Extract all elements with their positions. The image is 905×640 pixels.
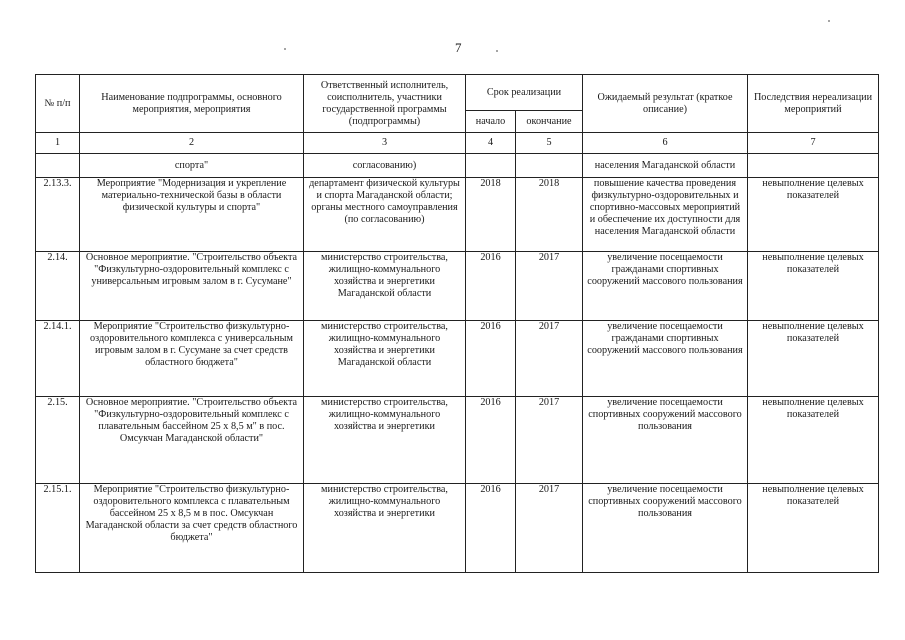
page-number: 7 [455, 40, 462, 55]
column-number: 6 [583, 133, 748, 154]
cell-end: 2017 [516, 252, 583, 321]
header-consequences: Последствия нереализации мероприятий [748, 75, 879, 133]
cell-consequences: невыполнение целевых показателей [748, 252, 879, 321]
table-row [36, 484, 879, 573]
cell-end: 2017 [516, 321, 583, 397]
cell-result: увеличение посещаемости гражданами спортивных сооружений массового пользования [583, 321, 748, 397]
column-number: 3 [304, 133, 466, 154]
header-row [36, 75, 879, 111]
program-table [35, 74, 879, 573]
scan-speck [496, 50, 498, 52]
continuation-row [36, 154, 879, 178]
cell-consequences [748, 154, 879, 178]
cell-result: увеличение посещаемости спортивных сооружений массового пользования [583, 397, 748, 484]
cell-name: Мероприятие "Строительство физкультурно-оздоровительного комплекса с универсальным игровым залом в г. Сусумане за счет средств областного бюджета" [80, 321, 304, 397]
column-number: 2 [80, 133, 304, 154]
cell-result: увеличение посещаемости гражданами спортивных сооружений массового пользования [583, 252, 748, 321]
cell-result: населения Магаданской области [583, 154, 748, 178]
header-start: начало [466, 111, 516, 133]
cell-start: 2016 [466, 252, 516, 321]
cell-executor: министерство строительства, жилищно-коммунального хозяйства и энергетики Магаданской области [304, 252, 466, 321]
cell-end: 2017 [516, 397, 583, 484]
cell-consequences: невыполнение целевых показателей [748, 178, 879, 252]
column-number: 1 [36, 133, 80, 154]
cell-executor: министерство строительства, жилищно-коммунального хозяйства и энергетики Магаданской области [304, 321, 466, 397]
cell-result: повышение качества проведения физкультурно-оздоровительных и спортивно-массовых мероприятий и обеспечение их доступности для населения Магаданской области [583, 178, 748, 252]
cell-num: 2.14. [36, 252, 80, 321]
cell-name: спорта" [80, 154, 304, 178]
table-row [36, 397, 879, 484]
column-number: 4 [466, 133, 516, 154]
table-row [36, 252, 879, 321]
column-number-row [36, 133, 879, 154]
cell-executor: министерство строительства, жилищно-коммунального хозяйства и энергетики [304, 484, 466, 573]
cell-name: Основное мероприятие. "Строительство объекта "Физкультурно-оздоровительный комплекс с универсальным игровым залом в г. Сусумане" [80, 252, 304, 321]
cell-start: 2016 [466, 484, 516, 573]
header-result: Ожидаемый результат (краткое описание) [583, 75, 748, 133]
cell-start [466, 154, 516, 178]
cell-start: 2016 [466, 397, 516, 484]
header-end: окончание [516, 111, 583, 133]
cell-num: 2.15.1. [36, 484, 80, 573]
table-row [36, 178, 879, 252]
cell-end: 2017 [516, 484, 583, 573]
cell-num [36, 154, 80, 178]
column-number: 5 [516, 133, 583, 154]
cell-num: 2.13.3. [36, 178, 80, 252]
scan-speck [284, 48, 286, 50]
cell-result: увеличение посещаемости спортивных сооружений массового пользования [583, 484, 748, 573]
cell-executor: согласованию) [304, 154, 466, 178]
cell-name: Мероприятие "Модернизация и укрепление материально-технической базы в области физической культуры и спорта" [80, 178, 304, 252]
cell-name: Мероприятие "Строительство физкультурно-оздоровительного комплекса с плавательным бассейном 25 х 8,5 м в пос. Омсукчан Магаданской области за счет средств областного бюджета" [80, 484, 304, 573]
header-executor: Ответственный исполнитель, соисполнитель, участники государственной программы (подпрограммы) [304, 75, 466, 133]
cell-executor: министерство строительства, жилищно-коммунального хозяйства и энергетики [304, 397, 466, 484]
scan-speck [828, 20, 830, 22]
cell-consequences: невыполнение целевых показателей [748, 321, 879, 397]
cell-name: Основное мероприятие. "Строительство объекта "Физкультурно-оздоровительный комплекс с плавательным бассейном 25 х 8,5 м" в пос. Омсукчан Магаданской области" [80, 397, 304, 484]
cell-end [516, 154, 583, 178]
column-number: 7 [748, 133, 879, 154]
cell-num: 2.14.1. [36, 321, 80, 397]
header-period: Срок реализации [466, 75, 583, 111]
table-row [36, 321, 879, 397]
cell-num: 2.15. [36, 397, 80, 484]
cell-end: 2018 [516, 178, 583, 252]
cell-consequences: невыполнение целевых показателей [748, 484, 879, 573]
cell-executor: департамент физической культуры и спорта Магаданской области; органы местного самоуправления (по согласованию) [304, 178, 466, 252]
cell-start: 2016 [466, 321, 516, 397]
cell-consequences: невыполнение целевых показателей [748, 397, 879, 484]
header-num: № п/п [36, 75, 80, 133]
header-name: Наименование подпрограммы, основного мероприятия, мероприятия [80, 75, 304, 133]
cell-start: 2018 [466, 178, 516, 252]
